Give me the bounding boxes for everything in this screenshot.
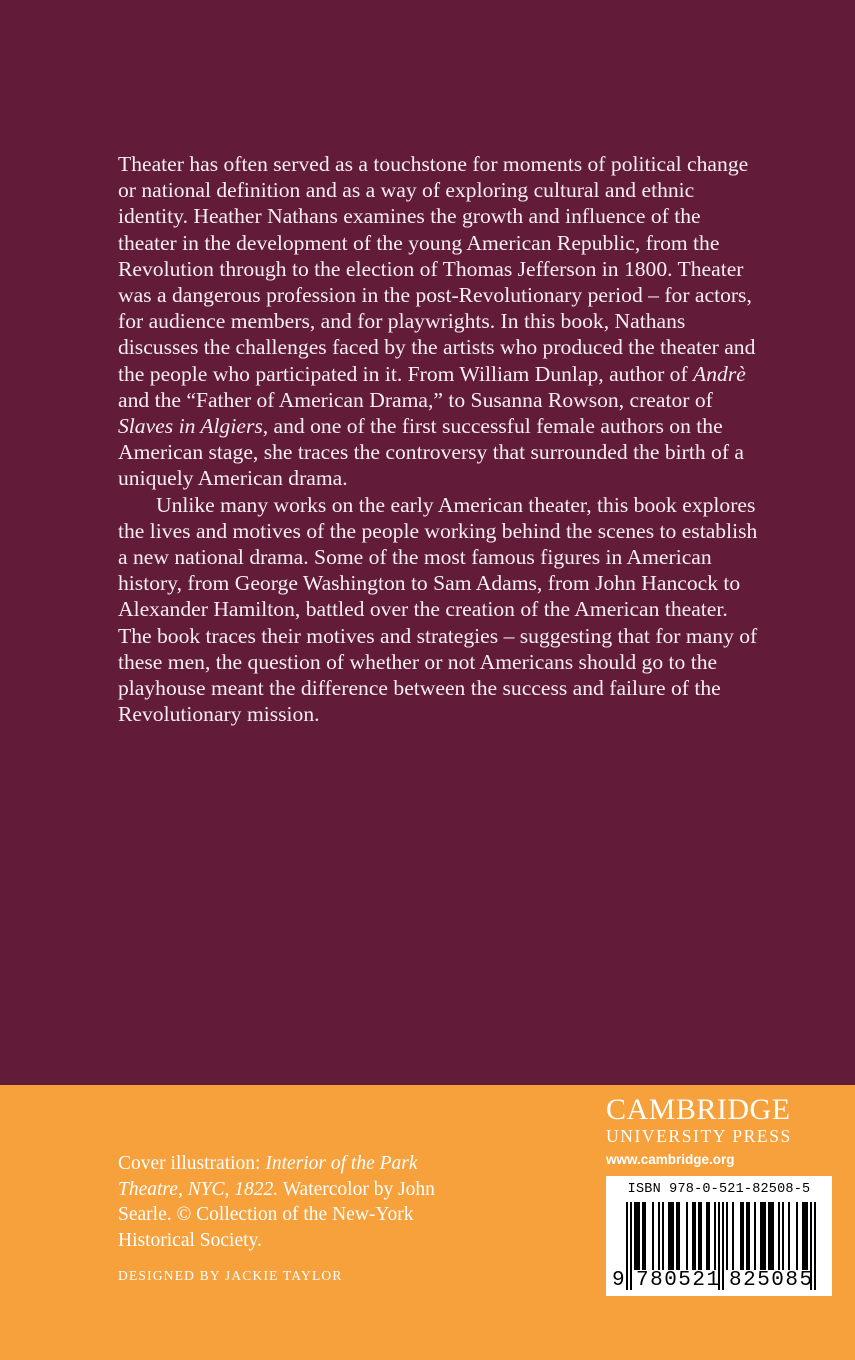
barcode-bar [700, 1202, 702, 1270]
description-paragraph-2: Unlike many works on the early American theater, this book explores the lives and motives of the people working behind the scenes to establish a new national drama. Some of the most famous figures in American history, from George Washington to Sam Adams, from John Hancock to Alexander Hamilton, battled over the creation of the American theater. The book traces their motives and strategies – suggesting that for many of these men, the question of whether or not Americans should go to the playhouse meant the difference between the success and failure of the Revolutionary mission. [118, 492, 758, 727]
barcode-bar [814, 1202, 816, 1290]
italic-title-andre: Andrè [693, 361, 746, 386]
italic-title-slaves-in-algiers: Slaves in Algiers [118, 414, 263, 439]
barcode-right-group: 825085 [729, 1269, 814, 1292]
barcode-bar [772, 1202, 774, 1270]
credit-artwork-title: Interior of the Park Theatre, NYC, 1822. [118, 1153, 418, 1200]
publisher-url: www.cambridge.org [606, 1152, 735, 1167]
paragraph-text: and the “Father of American Drama,” to Susanna Rowson, creator of [118, 387, 713, 412]
barcode-bar [760, 1202, 762, 1270]
barcode-bar [658, 1202, 660, 1270]
barcode-bar [638, 1202, 640, 1270]
cover-illustration-credit [118, 1151, 458, 1253]
publisher-name: CAMBRIDGE [606, 1093, 791, 1126]
isbn-barcode [606, 1176, 832, 1296]
isbn-label: ISBN 978-0-521-82508-5 [627, 1182, 811, 1197]
barcode-bar [698, 1202, 700, 1270]
paragraph-text: Theater has often served as a touchstone for moments of political change or national definition and as a way of exploring cultural and ethnic identity. Heather Nathans examines the growth and influence of the theater in the development of the young American Republic, from the Revolution through to the election of Thomas Jefferson in 1800. Theater was a dangerous profession in the post-Revolutionary period – for actors, for audience members, and for playwrights. In this book, Nathans discusses the challenges faced by the artists who produced the theater and the people who participated in it. From William Dunlap, author of [118, 152, 756, 386]
publisher-press: UNIVERSITY PRESS [606, 1126, 792, 1146]
barcode-bar [740, 1202, 742, 1270]
barcode-bar [670, 1202, 672, 1270]
barcode-bar [804, 1202, 806, 1270]
barcode-bar [630, 1202, 632, 1290]
barcode-bar [796, 1202, 798, 1270]
barcode-bar [634, 1202, 636, 1270]
barcode-bar [768, 1202, 770, 1270]
barcode-bar [662, 1202, 664, 1270]
credit-prefix: Cover illustration: [118, 1153, 266, 1174]
barcode-bar [708, 1202, 710, 1270]
paragraph-text: , and one of the first successful female authors on the American stage, she traces the controversy that surrounded the birth of a uniquely American drama. [118, 414, 744, 491]
barcode-bar [652, 1202, 654, 1270]
barcode-bar [748, 1202, 750, 1270]
barcode-bar [692, 1202, 694, 1270]
barcode-bar [636, 1202, 638, 1270]
barcode-bar [644, 1202, 646, 1270]
barcode-bar [788, 1202, 790, 1270]
barcode-bar [782, 1202, 784, 1270]
barcode-bar [722, 1202, 724, 1290]
barcode-left-group: 780521 [636, 1269, 721, 1292]
barcode-bar [762, 1202, 764, 1270]
barcode-bar [626, 1202, 628, 1290]
barcode-bar [770, 1202, 772, 1270]
barcode-bar [676, 1202, 678, 1270]
description-paragraph-1 [118, 151, 758, 492]
barcode-bar [754, 1202, 756, 1270]
barcode-bar [694, 1202, 696, 1270]
barcode-bar [726, 1202, 728, 1270]
barcode-bar [806, 1202, 808, 1270]
barcode-bar [672, 1202, 674, 1270]
publisher-logo [606, 1093, 832, 1167]
barcode-bar [714, 1202, 716, 1270]
barcode-first-digit: 9 [612, 1269, 625, 1292]
barcode-bar [742, 1202, 744, 1270]
barcode-bar [668, 1202, 670, 1270]
barcode-bar [746, 1202, 748, 1270]
book-description [118, 151, 758, 727]
designer-credit: DESIGNED BY JACKIE TAYLOR [118, 1268, 343, 1283]
barcode-bar [642, 1202, 644, 1270]
barcode-bar [678, 1202, 680, 1270]
barcode-bar [764, 1202, 766, 1270]
barcode-bar [802, 1202, 804, 1270]
barcode-bar [706, 1202, 708, 1270]
credit-suffix: Watercolor by John Searle. © Collection of the New-York Historical Society. [118, 1178, 435, 1251]
barcode-bar [778, 1202, 780, 1270]
barcode-bar [686, 1202, 688, 1270]
barcode-bar [732, 1202, 734, 1270]
